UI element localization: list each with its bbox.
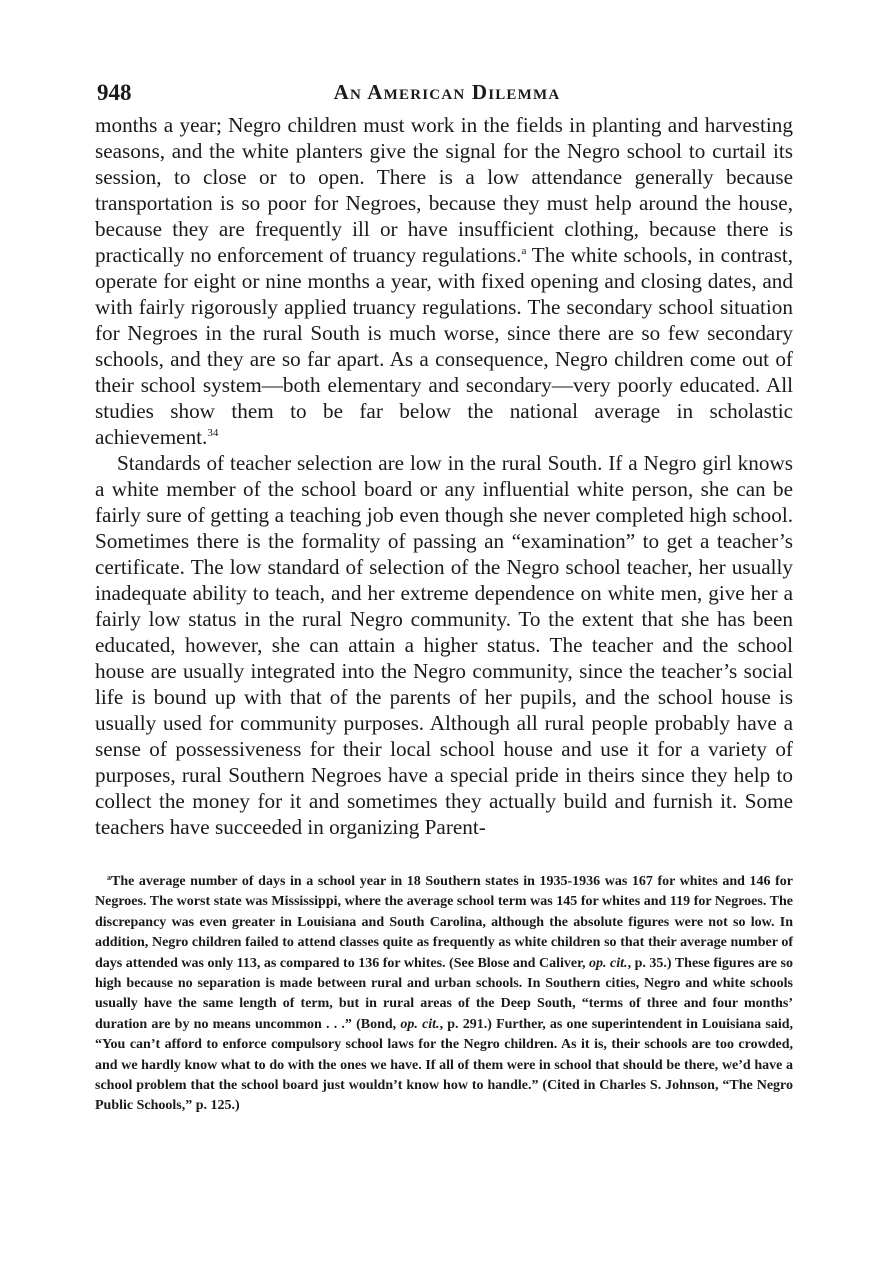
footnote-ref-a: a xyxy=(521,245,527,257)
footnote-text-1: The average number of days in a school year in 18 Southern states in 1935-1936 was 167 for whites and 146 for Negroes. The worst state was Mississippi, where the average school term was 145 for whites and 119 for Negroes. The discrepancy was even greater in Louisiana and South Carolina, although the absolute figures were not so low. In addition, Negro children failed to attend classes quite as frequently as white children so that their average number of days attended was only 113, as compared to 136 for whites. (See Blose and Caliver, xyxy=(95,874,793,971)
page-header xyxy=(97,76,797,112)
paragraph-1-text-a: months a year; Negro children must work in the fields in planting and harvesting seasons, and the white planters give the signal for the Negro school to curtail its session, to close or to open. There is a low attendance generally because transportation is so poor for Negroes, because they must help around the house, because they are frequently ill or have insufficient clothing, because there is practically no enforcement of truancy regulations. xyxy=(95,113,793,267)
footnote-text-2: , p. 35.) These figures are so high because no separation is made between rural and urban schools. In Southern cities, Negro and white schools usually have the same length of term, but in rural areas of the Deep South, “terms of three and four months’ duration are by no means uncommon . . .” (Bond, xyxy=(95,955,793,1032)
footnote-mark: a xyxy=(107,873,111,882)
footnote-text-3: , p. 291.) Further, as one superintendent in Louisiana said, “You can’t afford to enforce compulsory school laws for the Negro children. As it is, their schools are too crowded, and we hardly know what to do with the ones we have. If all of them were in school that should be there, we’d have a school problem that the school board just wouldn’t know how to handle.” (Cited in Charles S. Johnson, “The Negro Public Schools,” p. 125.) xyxy=(95,1016,793,1114)
paragraph-1-text-b: The white schools, in contrast, operate for eight or nine months a year, with fixed opening and closing dates, and with fairly rigorously applied truancy regulations. The secondary school situation for Negroes in the rural South is much worse, since there are so few secondary schools, and they are so far apart. As a consequence, Negro children come out of their school system—both elementary and secondary—very poorly educated. All studies show them to be far below the national average in scholastic achievement. xyxy=(95,243,793,449)
footnote-citation-2: op. cit. xyxy=(400,1016,440,1032)
paragraph-1 xyxy=(95,112,793,450)
footnote-citation-1: op. cit. xyxy=(589,955,628,971)
footnotes xyxy=(95,872,793,1117)
running-head: An American Dilemma xyxy=(333,80,561,104)
body-text xyxy=(95,112,793,840)
page-number: 948 xyxy=(97,80,132,105)
footnote-ref-34: 34 xyxy=(207,427,219,439)
paragraph-2: Standards of teacher selection are low in the rural South. If a Negro girl knows a white member of the school board or any influential white person, she can be fairly sure of getting a teaching job even though she never completed high school. Sometimes there is the formality of passing an “examination” to get a teacher’s certificate. The low standard of selection of the Negro school teacher, her usually inadequate ability to teach, and her extreme dependence on white men, give her a fairly low status in the rural Negro community. To the extent that she has been educated, however, she can attain a higher status. The teacher and the school house are usually integrated into the Negro community, since the teacher’s social life is bound up with that of the parents of her pupils, and the school house is usually used for community purposes. Although all rural people probably have a sense of possessiveness for their local school house and use it for a variety of purposes, rural Southern Negroes have a special pride in theirs since they help to collect the money for it and sometimes they actually build and furnish it. Some teachers have succeeded in organizing Parent- xyxy=(95,451,793,839)
footnote-a xyxy=(95,872,793,1117)
